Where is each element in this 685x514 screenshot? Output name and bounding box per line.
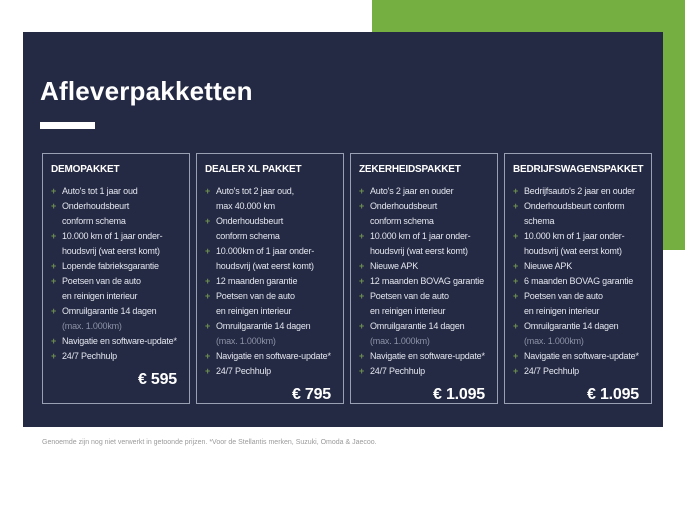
feature-line: en reinigen interieur — [62, 291, 138, 301]
feature-note: (max. 1.000km) — [524, 336, 584, 346]
plus-bullet-icon: + — [51, 261, 57, 271]
title-underline — [40, 122, 95, 129]
feature-line: Auto's tot 1 jaar oud — [62, 186, 138, 196]
feature-line: Omruilgarantie 14 dagen — [524, 321, 619, 331]
package-card — [350, 153, 498, 404]
feature-line: Poetsen van de auto — [216, 291, 295, 301]
feature-line: Onderhoudsbeurt conform — [524, 201, 625, 211]
feature-item — [513, 319, 647, 349]
slide-background — [23, 32, 663, 427]
feature-item — [513, 184, 647, 199]
feature-item — [513, 199, 647, 229]
feature-item — [51, 334, 185, 349]
package-title: DEMOPAKKET — [51, 164, 120, 175]
plus-bullet-icon: + — [359, 276, 365, 286]
plus-bullet-icon: + — [513, 366, 519, 376]
page-title: Afleverpakketten — [40, 76, 253, 106]
feature-item — [359, 349, 493, 364]
feature-item — [51, 199, 185, 229]
feature-item — [359, 319, 493, 349]
plus-bullet-icon: + — [205, 216, 211, 226]
plus-bullet-icon: + — [513, 201, 519, 211]
package-title: BEDRIJFSWAGENSPAKKET — [513, 164, 644, 175]
feature-line: 10.000 km of 1 jaar onder- — [62, 231, 163, 241]
feature-line: 10.000 km of 1 jaar onder- — [370, 231, 471, 241]
plus-bullet-icon: + — [359, 351, 365, 361]
feature-item — [513, 259, 647, 274]
feature-item — [51, 349, 185, 364]
plus-bullet-icon: + — [51, 201, 57, 211]
feature-line: houdsvrij (wat eerst komt) — [370, 246, 468, 256]
feature-line: en reinigen interieur — [370, 306, 446, 316]
feature-line: Omruilgarantie 14 dagen — [216, 321, 311, 331]
feature-line: Navigatie en software-update* — [524, 351, 639, 361]
plus-bullet-icon: + — [359, 366, 365, 376]
feature-item — [205, 274, 339, 289]
feature-item — [51, 304, 185, 334]
package-price: € 1.095 — [587, 386, 639, 403]
plus-bullet-icon: + — [51, 306, 57, 316]
feature-line: Poetsen van de auto — [370, 291, 449, 301]
feature-item — [513, 274, 647, 289]
package-title: ZEKERHEIDSPAKKET — [359, 164, 461, 175]
feature-line: Bedrijfsauto's 2 jaar en ouder — [524, 186, 635, 196]
feature-line: Navigatie en software-update* — [62, 336, 177, 346]
plus-bullet-icon: + — [513, 351, 519, 361]
package-card — [504, 153, 652, 404]
feature-item — [51, 229, 185, 259]
feature-line: en reinigen interieur — [524, 306, 600, 316]
feature-item — [51, 259, 185, 274]
feature-line: Nieuwe APK — [524, 261, 573, 271]
feature-item — [205, 319, 339, 349]
feature-item — [359, 259, 493, 274]
feature-item — [513, 289, 647, 319]
feature-line: 6 maanden BOVAG garantie — [524, 276, 634, 286]
feature-item — [359, 199, 493, 229]
feature-list — [513, 184, 647, 379]
plus-bullet-icon: + — [205, 366, 211, 376]
feature-line: conform schema — [62, 216, 126, 226]
feature-item — [205, 214, 339, 244]
feature-line: conform schema — [370, 216, 434, 226]
feature-note: (max. 1.000km) — [62, 321, 122, 331]
plus-bullet-icon: + — [359, 231, 365, 241]
feature-line: houdsvrij (wat eerst komt) — [524, 246, 622, 256]
feature-line: Navigatie en software-update* — [370, 351, 485, 361]
feature-line: Omruilgarantie 14 dagen — [62, 306, 157, 316]
feature-item — [51, 274, 185, 304]
feature-note: (max. 1.000km) — [216, 336, 276, 346]
plus-bullet-icon: + — [205, 321, 211, 331]
feature-item — [51, 184, 185, 199]
feature-line: 10.000km of 1 jaar onder- — [216, 246, 315, 256]
package-price: € 1.095 — [433, 386, 485, 403]
feature-item — [359, 229, 493, 259]
feature-line: houdsvrij (wat eerst komt) — [216, 261, 314, 271]
plus-bullet-icon: + — [359, 186, 365, 196]
feature-item — [513, 349, 647, 364]
feature-line: max 40.000 km — [216, 201, 275, 211]
plus-bullet-icon: + — [51, 336, 57, 346]
feature-item — [359, 289, 493, 319]
footnote: Genoemde zijn nog niet verwerkt in getoonde prijzen. *Voor de Stellantis merken, Suzuki, Omoda & Jaecoo. — [42, 439, 377, 446]
package-card — [196, 153, 344, 404]
package-price: € 795 — [291, 386, 331, 403]
plus-bullet-icon: + — [513, 186, 519, 196]
plus-bullet-icon: + — [359, 261, 365, 271]
feature-line: Navigatie en software-update* — [216, 351, 331, 361]
feature-item — [513, 364, 647, 379]
plus-bullet-icon: + — [513, 276, 519, 286]
plus-bullet-icon: + — [205, 351, 211, 361]
feature-line: en reinigen interieur — [216, 306, 292, 316]
feature-list — [359, 184, 493, 379]
plus-bullet-icon: + — [359, 291, 365, 301]
feature-item — [205, 244, 339, 274]
feature-line: 12 maanden BOVAG garantie — [370, 276, 484, 286]
feature-line: 10.000 km of 1 jaar onder- — [524, 231, 625, 241]
plus-bullet-icon: + — [513, 291, 519, 301]
feature-line: 24/7 Pechhulp — [370, 366, 425, 376]
plus-bullet-icon: + — [51, 186, 57, 196]
plus-bullet-icon: + — [205, 276, 211, 286]
feature-line: 24/7 Pechhulp — [216, 366, 271, 376]
plus-bullet-icon: + — [513, 231, 519, 241]
package-title: DEALER XL PAKKET — [205, 164, 302, 175]
feature-line: 24/7 Pechhulp — [62, 351, 117, 361]
feature-item — [513, 229, 647, 259]
feature-item — [205, 364, 339, 379]
plus-bullet-icon: + — [51, 351, 57, 361]
plus-bullet-icon: + — [51, 276, 57, 286]
feature-line: schema — [524, 216, 555, 226]
plus-bullet-icon: + — [51, 231, 57, 241]
feature-line: Poetsen van de auto — [524, 291, 603, 301]
feature-line: 12 maanden garantie — [216, 276, 298, 286]
feature-line: conform schema — [216, 231, 280, 241]
feature-line: Poetsen van de auto — [62, 276, 141, 286]
plus-bullet-icon: + — [359, 201, 365, 211]
feature-line: 24/7 Pechhulp — [524, 366, 579, 376]
feature-line: Lopende fabrieksgarantie — [62, 261, 159, 271]
feature-line: Onderhoudsbeurt — [370, 201, 438, 211]
feature-item — [359, 364, 493, 379]
feature-list — [205, 184, 339, 379]
plus-bullet-icon: + — [513, 261, 519, 271]
plus-bullet-icon: + — [205, 291, 211, 301]
plus-bullet-icon: + — [513, 321, 519, 331]
plus-bullet-icon: + — [359, 321, 365, 331]
feature-line: Auto's tot 2 jaar oud, — [216, 186, 294, 196]
feature-line: houdsvrij (wat eerst komt) — [62, 246, 160, 256]
feature-note: (max. 1.000km) — [370, 336, 430, 346]
feature-line: Onderhoudsbeurt — [216, 216, 284, 226]
feature-list — [51, 184, 185, 364]
feature-line: Auto's 2 jaar en ouder — [370, 186, 454, 196]
package-cards-row — [42, 153, 652, 404]
feature-item — [205, 349, 339, 364]
feature-item — [205, 184, 339, 214]
feature-line: Omruilgarantie 14 dagen — [370, 321, 465, 331]
plus-bullet-icon: + — [205, 246, 211, 256]
feature-item — [359, 184, 493, 199]
feature-line: Nieuwe APK — [370, 261, 419, 271]
package-price: € 595 — [137, 371, 177, 388]
package-card — [42, 153, 190, 404]
feature-line: Onderhoudsbeurt — [62, 201, 130, 211]
plus-bullet-icon: + — [205, 186, 211, 196]
feature-item — [205, 289, 339, 319]
feature-item — [359, 274, 493, 289]
